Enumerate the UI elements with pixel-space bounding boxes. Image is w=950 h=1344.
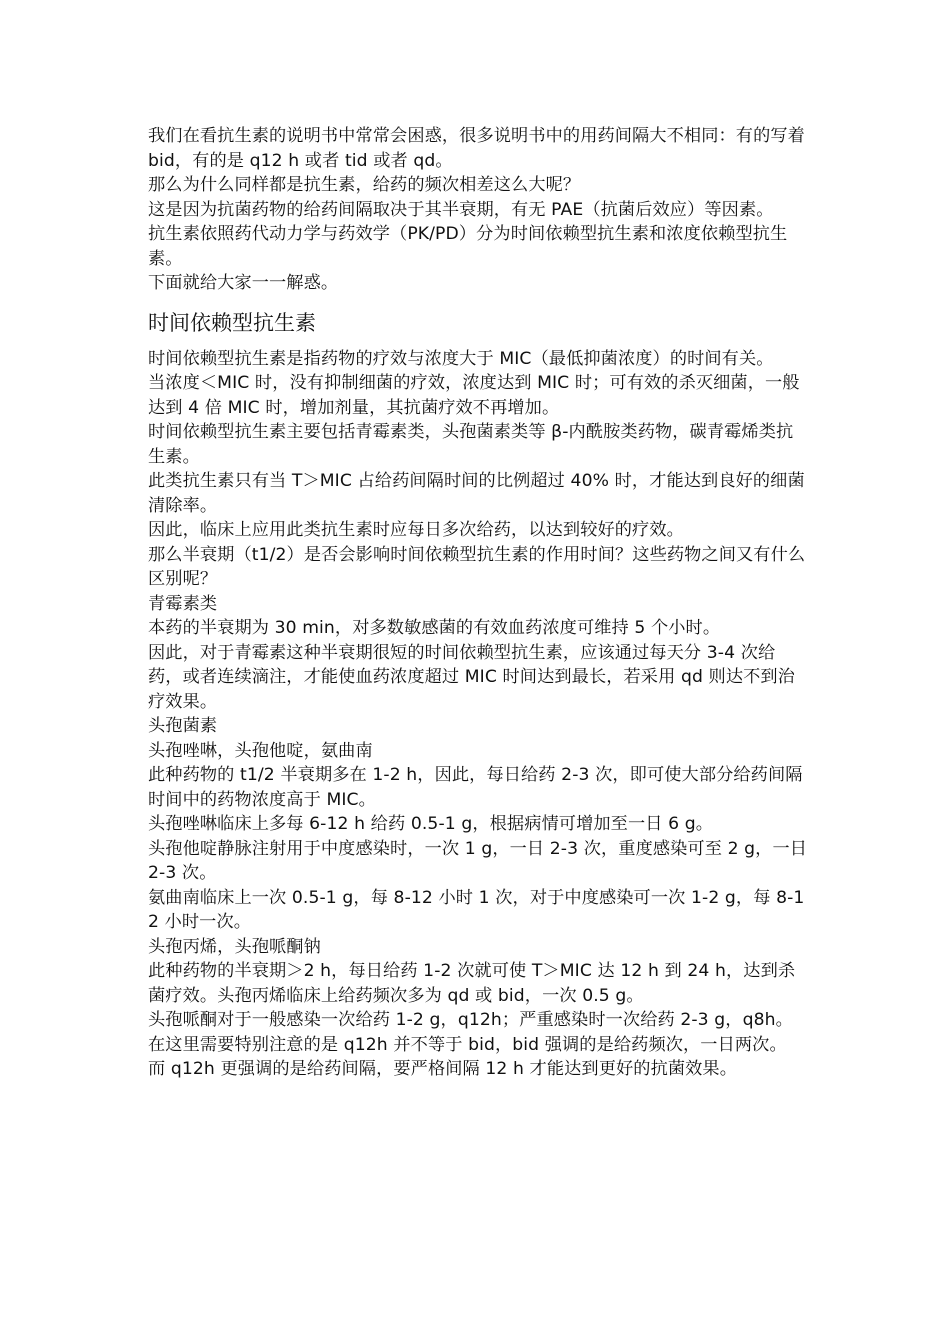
section-paragraph: 当浓度＜MIC 时，没有抑制细菌的疗效，浓度达到 MIC 时；可有效的杀灭细菌，一般达到 4 倍 MIC 时，增加剂量，其抗菌疗效不再增加。: [148, 373, 800, 418]
section-paragraph: 在这里需要特别注意的是 q12h 并不等于 bid，bid 强调的是给药频次，一日两次。: [148, 1034, 787, 1055]
section-paragraph: 那么半衰期（t1/2）是否会影响时间依赖型抗生素的作用时间？这些药物之间又有什么区别呢？: [148, 544, 806, 589]
section-paragraph: 时间依赖型抗生素主要包括青霉素类，头孢菌素类等 β-内酰胺类药物，碳青霉烯类抗生素。: [148, 422, 794, 467]
section-paragraph: 头孢他啶静脉注射用于中度感染时，一次 1 g，一日 2-3 次，重度感染可至 2 g，一日 2-3 次。: [148, 838, 808, 883]
section-paragraph: 而 q12h 更强调的是给药间隔，要严格间隔 12 h 才能达到更好的抗菌效果。: [148, 1059, 738, 1079]
section-paragraph: 头孢唑啉临床上多每 6-12 h 给药 0.5-1 g，根据病情可增加至一日 6 g。: [148, 814, 713, 834]
drug-group-2: 头孢丙烯，头孢哌酮钠: [148, 936, 321, 957]
document-page: [148, 124, 808, 1082]
intro-paragraph-3: 这是因为抗菌药物的给药间隔取决于其半衰期，有无 PAE（抗菌后效应）等因素。: [148, 199, 774, 220]
intro-paragraph-5: 下面就给大家一一解惑。: [148, 273, 339, 293]
section-paragraph: 本药的半衰期为 30 min，对多数敏感菌的有效血药浓度可维持 5 个小时。: [148, 618, 721, 638]
section-paragraph: 此种药物的 t1/2 半衰期多在 1-2 h，因此，每日给药 2-3 次，即可使大部分给药间隔时间中的药物浓度高于 MIC。: [148, 765, 803, 810]
section-paragraph: 时间依赖型抗生素是指药物的疗效与浓度大于 MIC（最低抑菌浓度）的时间有关。: [148, 348, 774, 369]
section-paragraph: 此种药物的半衰期＞2 h，每日给药 1-2 次就可使 T＞MIC 达 12 h 到 24 h，达到杀菌疗效。头孢丙烯临床上给药频次多为 qd 或 bid，一次 0.5 g。: [148, 961, 796, 1006]
section-paragraph: 此类抗生素只有当 T＞MIC 占给药间隔时间的比例超过 40% 时，才能达到良好的细菌清除率。: [148, 471, 805, 516]
section-heading: 时间依赖型抗生素: [148, 310, 316, 335]
intro-paragraph-1: 我们在看抗生素的说明书中常常会困惑，很多说明书中的用药间隔大不相同：有的写着 bid，有的是 q12 h 或者 tid 或者 qd。: [148, 126, 805, 171]
section-paragraph: 因此，对于青霉素这种半衰期很短的时间依赖型抗生素，应该通过每天分 3-4 次给药，或者连续滴注，才能使血药浓度超过 MIC 时间达到最长，若采用 qd 则达不到治疗效果。: [148, 642, 795, 712]
intro-paragraph-2: 那么为什么同样都是抗生素，给药的频次相差这么大呢？: [148, 175, 581, 195]
drug-group-1: 头孢唑啉，头孢他啶，氨曲南: [148, 740, 373, 761]
section-paragraph: 头孢哌酮对于一般感染一次给药 1-2 g，q12h；严重感染时一次给药 2-3 g，q8h。: [148, 1010, 793, 1030]
subheading-penicillins: 青霉素类: [148, 593, 218, 614]
subheading-cephalosporins: 头孢菌素: [148, 716, 218, 736]
section-paragraph: 因此，临床上应用此类抗生素时应每日多次给药，以达到较好的疗效。: [148, 520, 684, 540]
section-paragraph: 氨曲南临床上一次 0.5-1 g，每 8-12 小时 1 次，对于中度感染可一次 1-2 g，每 8-12 小时一次。: [148, 887, 805, 932]
intro-paragraph-4: 抗生素依照药代动力学与药效学（PK/PD）分为时间依赖型抗生素和浓度依赖型抗生素。: [148, 224, 788, 269]
